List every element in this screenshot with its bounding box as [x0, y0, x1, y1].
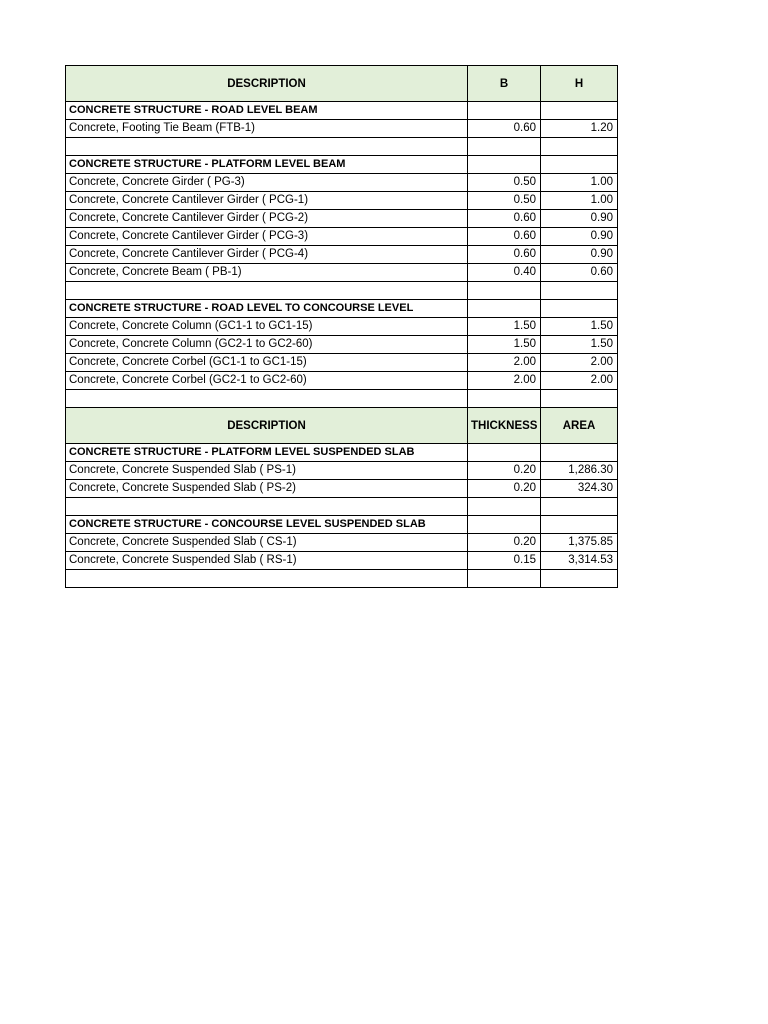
cell-value-2: 1.50	[541, 336, 618, 354]
cell-value-2	[541, 156, 618, 174]
cell-value-2: 324.30	[541, 480, 618, 498]
cell-value-1: 0.60	[468, 228, 541, 246]
table-row	[66, 210, 618, 228]
cell-value-1	[468, 300, 541, 318]
cell-description: CONCRETE STRUCTURE - PLATFORM LEVEL SUSPENDED SLAB	[66, 444, 468, 462]
section-header-row	[66, 156, 618, 174]
cell-value-2: 1.20	[541, 120, 618, 138]
cell-value-2: 1,286.30	[541, 462, 618, 480]
cell-description: Concrete, Concrete Column (GC1-1 to GC1-15)	[66, 318, 468, 336]
column-header-description: DESCRIPTION	[66, 66, 468, 102]
cell-value-2: 0.60	[541, 264, 618, 282]
blank-row	[66, 138, 618, 156]
cell-value-2	[541, 498, 618, 516]
cell-value-1	[468, 516, 541, 534]
table-row	[66, 120, 618, 138]
cell-value-2: 2.00	[541, 354, 618, 372]
column-header-value-1: B	[468, 66, 541, 102]
cell-value-2	[541, 516, 618, 534]
table-row	[66, 462, 618, 480]
table-row	[66, 480, 618, 498]
table-row	[66, 552, 618, 570]
cell-description	[66, 570, 468, 588]
column-header-value-2: AREA	[541, 408, 618, 444]
cell-value-1: 1.50	[468, 318, 541, 336]
section-header-row	[66, 300, 618, 318]
cell-description: Concrete, Concrete Cantilever Girder ( PCG-4)	[66, 246, 468, 264]
table-row	[66, 264, 618, 282]
cell-description: Concrete, Concrete Suspended Slab ( PS-1)	[66, 462, 468, 480]
section-header-row	[66, 516, 618, 534]
cell-value-1: 0.20	[468, 462, 541, 480]
cell-description: Concrete, Concrete Corbel (GC2-1 to GC2-60)	[66, 372, 468, 390]
spreadsheet-page	[65, 65, 617, 588]
cell-value-1: 0.60	[468, 246, 541, 264]
table-row	[66, 354, 618, 372]
cell-description: Concrete, Concrete Cantilever Girder ( PCG-3)	[66, 228, 468, 246]
cell-value-2: 1.00	[541, 192, 618, 210]
cell-value-1	[468, 444, 541, 462]
cell-value-1: 1.50	[468, 336, 541, 354]
cell-description: Concrete, Concrete Cantilever Girder ( PCG-1)	[66, 192, 468, 210]
blank-row	[66, 498, 618, 516]
cell-value-1: 0.50	[468, 192, 541, 210]
cell-value-2: 2.00	[541, 372, 618, 390]
table-row	[66, 174, 618, 192]
cell-value-2	[541, 282, 618, 300]
cell-description: CONCRETE STRUCTURE - PLATFORM LEVEL BEAM	[66, 156, 468, 174]
cell-description	[66, 282, 468, 300]
cell-value-1	[468, 390, 541, 408]
cell-value-1: 2.00	[468, 354, 541, 372]
cell-value-2: 3,314.53	[541, 552, 618, 570]
blank-row	[66, 570, 618, 588]
cell-value-1	[468, 156, 541, 174]
column-header-value-2: H	[541, 66, 618, 102]
table-1-header-row	[66, 66, 618, 102]
cell-value-2: 0.90	[541, 210, 618, 228]
cell-description: CONCRETE STRUCTURE - CONCOURSE LEVEL SUSPENDED SLAB	[66, 516, 468, 534]
cell-value-1: 0.40	[468, 264, 541, 282]
section-header-row	[66, 444, 618, 462]
blank-row	[66, 282, 618, 300]
cell-value-2: 1,375.85	[541, 534, 618, 552]
cell-description: Concrete, Concrete Suspended Slab ( PS-2)	[66, 480, 468, 498]
cell-value-2: 0.90	[541, 246, 618, 264]
cell-value-1: 0.20	[468, 480, 541, 498]
column-header-value-1: THICKNESS	[468, 408, 541, 444]
table-row	[66, 534, 618, 552]
cell-description: Concrete, Concrete Suspended Slab ( CS-1)	[66, 534, 468, 552]
cell-value-2	[541, 138, 618, 156]
cell-description: Concrete, Concrete Column (GC2-1 to GC2-60)	[66, 336, 468, 354]
cell-description: Concrete, Concrete Cantilever Girder ( PCG-2)	[66, 210, 468, 228]
cell-value-2: 1.00	[541, 174, 618, 192]
cell-value-1	[468, 102, 541, 120]
cell-value-1: 0.60	[468, 210, 541, 228]
cell-description: CONCRETE STRUCTURE - ROAD LEVEL TO CONCOURSE LEVEL	[66, 300, 468, 318]
table-row	[66, 336, 618, 354]
table-2-header-row	[66, 408, 618, 444]
cell-value-2	[541, 390, 618, 408]
cell-value-2	[541, 444, 618, 462]
section-header-row	[66, 102, 618, 120]
cell-value-1: 2.00	[468, 372, 541, 390]
table-row	[66, 318, 618, 336]
cell-description: Concrete, Concrete Suspended Slab ( RS-1)	[66, 552, 468, 570]
cell-value-1: 0.60	[468, 120, 541, 138]
cell-description	[66, 390, 468, 408]
cell-value-1	[468, 570, 541, 588]
cell-description: Concrete, Concrete Beam ( PB-1)	[66, 264, 468, 282]
cell-description	[66, 138, 468, 156]
concrete-dimensions-table	[65, 65, 618, 588]
cell-value-1: 0.50	[468, 174, 541, 192]
table-row	[66, 228, 618, 246]
cell-value-2: 0.90	[541, 228, 618, 246]
cell-description: Concrete, Concrete Corbel (GC1-1 to GC1-15)	[66, 354, 468, 372]
cell-value-2	[541, 102, 618, 120]
blank-row	[66, 390, 618, 408]
cell-value-2: 1.50	[541, 318, 618, 336]
cell-description	[66, 498, 468, 516]
cell-value-1	[468, 138, 541, 156]
table-row	[66, 246, 618, 264]
cell-description: Concrete, Concrete Girder ( PG-3)	[66, 174, 468, 192]
cell-value-1: 0.15	[468, 552, 541, 570]
cell-value-2	[541, 300, 618, 318]
cell-value-2	[541, 570, 618, 588]
column-header-description: DESCRIPTION	[66, 408, 468, 444]
table-row	[66, 192, 618, 210]
cell-value-1	[468, 498, 541, 516]
cell-value-1: 0.20	[468, 534, 541, 552]
table-row	[66, 372, 618, 390]
cell-value-1	[468, 282, 541, 300]
cell-description: CONCRETE STRUCTURE - ROAD LEVEL BEAM	[66, 102, 468, 120]
cell-description: Concrete, Footing Tie Beam (FTB-1)	[66, 120, 468, 138]
table-body	[66, 66, 618, 588]
